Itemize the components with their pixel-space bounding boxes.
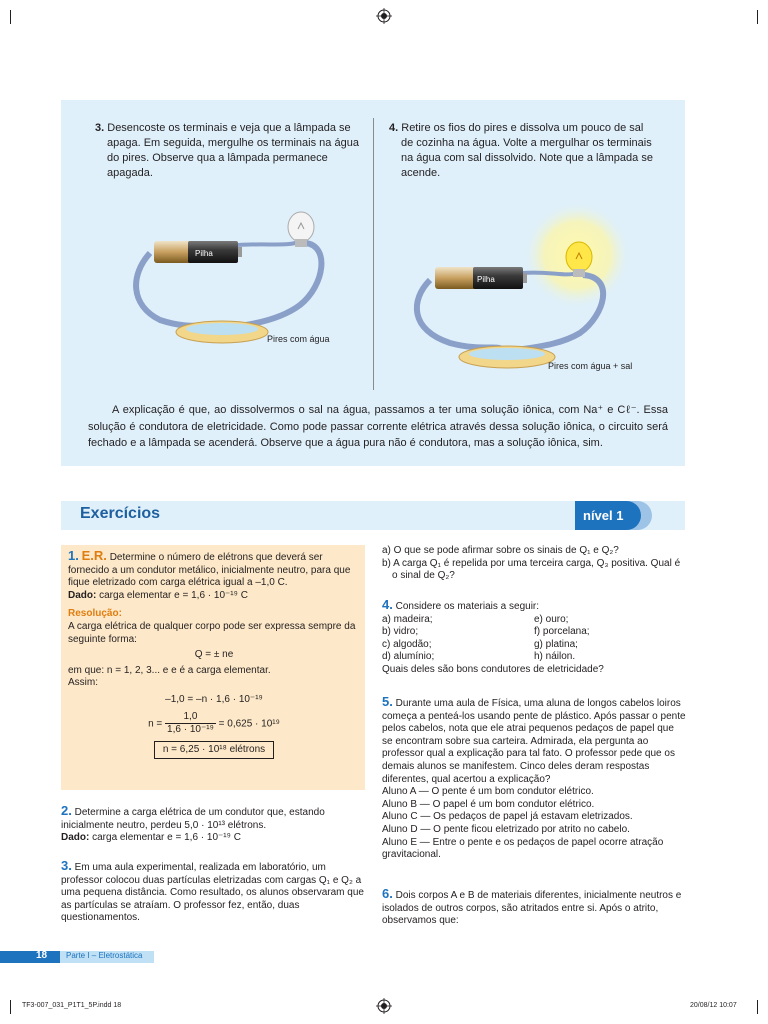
crop-mark xyxy=(10,10,11,24)
data-text: carga elementar e = 1,6 · 10⁻¹⁹ C xyxy=(99,589,248,601)
resolution-intro: A carga elétrica de qualquer corpo pode ser expressa sempre da seguinte forma: xyxy=(68,620,356,645)
material-item: h) náilon. xyxy=(534,651,576,663)
equation-2 xyxy=(68,711,360,737)
question-4 xyxy=(382,599,687,677)
denominator: 1,6 · 10⁻¹⁹ xyxy=(167,724,214,736)
battery xyxy=(435,267,477,289)
question-text: Durante uma aula de Física, uma aluna de longos cabelos loiros começa a penteá-los usando pente de plástico. Após passar o pente pelos cabelos, nota que ele atrai pequenos pedaços de papel que se encontram sobre sua carteira. Admirada, ela pergunta ao professor qual a explicação para tal fato. O professor pede que os demais alunos se manifestem. Cinco deles deram respostas diferentes, qual acertou a explicação? xyxy=(382,698,686,785)
question-2 xyxy=(61,805,365,845)
question-3 xyxy=(61,860,365,925)
question-3-items xyxy=(382,545,687,583)
answer-d: Aluno D — O pente ficou eletrizado por atrito no cabelo. xyxy=(382,823,630,835)
question-number: 5. xyxy=(382,694,393,709)
question-text: Determine o número de elétrons que deverá ser fornecido a um condutor metálico, inicialmente neutro, para que fique eletrizado com carga elétrica igual a –1,0 C. xyxy=(68,552,351,589)
question-text: Dois corpos A e B de materiais diferentes, inicialmente neutros e isolados de outros corpos, são atritados entre si. Após o atrito, observamos que: xyxy=(382,890,682,927)
material-item: g) platina; xyxy=(534,638,578,650)
fraction xyxy=(165,711,216,737)
step-number: 4. xyxy=(389,122,399,134)
material-item: b) vidro; xyxy=(382,626,419,638)
then-label: Assim: xyxy=(68,677,98,689)
item-b: b) A carga Q₁ é repelida por uma terceira carga, Q₃ positiva. Qual é o sinal de Q₂? xyxy=(382,557,681,582)
question-5 xyxy=(382,696,687,862)
numerator: 1,0 xyxy=(165,711,216,725)
resolution-title: Resolução: xyxy=(68,608,122,620)
battery-label: Pilha xyxy=(195,249,213,258)
battery-label: Pilha xyxy=(477,275,495,284)
answer-c: Aluno C — Os pedaços de papel já estavam eletrizados. xyxy=(382,811,633,823)
registration-mark-icon xyxy=(376,998,392,1014)
material-item: f) porcelana; xyxy=(534,626,590,638)
figure-caption: Pires com água + sal xyxy=(548,361,633,371)
material-item: e) ouro; xyxy=(534,613,569,625)
material-item: d) alumínio; xyxy=(382,651,435,663)
result-box: n = 6,25 · 10¹⁸ elétrons xyxy=(154,741,274,760)
question-number: 2. xyxy=(61,803,72,818)
date-slug: 20/08/12 10:07 xyxy=(690,1002,737,1009)
step-text: Retire os fios do pires e dissolva um pouco de sal de cozinha na água. Volte a mergulhar os terminais na água com sal dissolvido. Note que a lâmpada se acende. xyxy=(401,122,653,179)
question-number: 6. xyxy=(382,886,393,901)
part-label: Parte I – Eletrostática xyxy=(66,951,143,960)
formula-where: em que: n = 1, 2, 3... e e é a carga elementar. xyxy=(68,664,271,676)
question-1 xyxy=(68,550,360,759)
question-number: 1. xyxy=(68,548,79,563)
step-number: 3. xyxy=(95,122,105,134)
crop-mark xyxy=(757,1000,758,1014)
eq2-rhs: = 0,625 · 10¹⁹ xyxy=(218,718,280,730)
registration-mark-icon xyxy=(376,8,392,24)
question-number: 3. xyxy=(61,858,72,873)
step-text: Desencoste os terminais e veja que a lâmpada se apaga. Em seguida, mergulhe os terminais na água do pires. Observe qua a lâmpada permanece apagada. xyxy=(107,122,359,179)
explanation-paragraph: A explicação é que, ao dissolvermos o sal na água, passamos a ter uma solução iônica, com Na⁺ e Cℓ⁻. Essa solução é condutora de eletricidade. Como pode passar corrente elétrica através dessa solução iônica, o circuito será fechado e a lâmpada se acenderá. Observe que a água pura não é condutora, mas a solução iônica, sim. xyxy=(88,404,668,449)
footer-bar xyxy=(0,951,60,963)
formula: Q = ± ne xyxy=(194,649,234,661)
question-text: Considere os materiais a seguir: xyxy=(395,601,540,612)
question-text: Determine a carga elétrica de um condutor que, estando inicialmente neutro, perdeu 5,0 · 10¹³ elétrons. xyxy=(61,807,325,831)
crop-mark xyxy=(10,1000,11,1014)
question-text: Quais deles são bons condutores de eletricidade? xyxy=(382,663,604,675)
answer-e: Aluno E — Entre o pente e os pedaços de papel ocorre atração gravitacional. xyxy=(382,836,664,861)
divider xyxy=(373,118,374,390)
material-item: a) madeira; xyxy=(382,613,433,625)
page-number: 18 xyxy=(36,950,48,961)
exercises-title: Exercícios xyxy=(80,505,161,522)
answer-a: Aluno A — O pente é um bom condutor elétrico. xyxy=(382,786,594,798)
file-slug: TF3-007_031_P1T1_5P.indd 18 xyxy=(22,1002,122,1009)
step-3 xyxy=(95,121,361,181)
data-label: Dado: xyxy=(61,832,90,844)
answer-b: Aluno B — O papel é um bom condutor elétrico. xyxy=(382,798,595,810)
materials-list xyxy=(382,614,687,664)
crop-mark xyxy=(757,10,758,24)
er-tag: E.R. xyxy=(81,548,107,563)
material-item: c) algodão; xyxy=(382,638,432,650)
level-badge: nível 1 xyxy=(575,501,641,530)
circuit-lit-figure xyxy=(405,195,675,375)
figure-caption: Pires com água xyxy=(267,334,330,344)
question-6 xyxy=(382,888,687,928)
circuit-unlit-figure xyxy=(120,205,370,355)
eq2-lhs: n = xyxy=(148,718,163,730)
data-label: Dado: xyxy=(68,589,97,601)
data-text: carga elementar e = 1,6 · 10⁻¹⁹ C xyxy=(92,832,241,844)
item-a: a) O que se pode afirmar sobre os sinais de Q₁ e Q₂? xyxy=(382,545,619,556)
question-text: Em uma aula experimental, realizada em laboratório, um professor colocou duas partículas eletrizadas com cargas Q₁ e Q₂ a uma pequena distância. Como resultado, os alunos observaram que as partículas se atraíam. O professor fez, então, duas questionamentos. xyxy=(61,862,364,924)
question-number: 4. xyxy=(382,597,393,612)
step-4 xyxy=(389,121,655,181)
equation-1: –1,0 = –n · 1,6 · 10⁻¹⁹ xyxy=(165,693,263,705)
